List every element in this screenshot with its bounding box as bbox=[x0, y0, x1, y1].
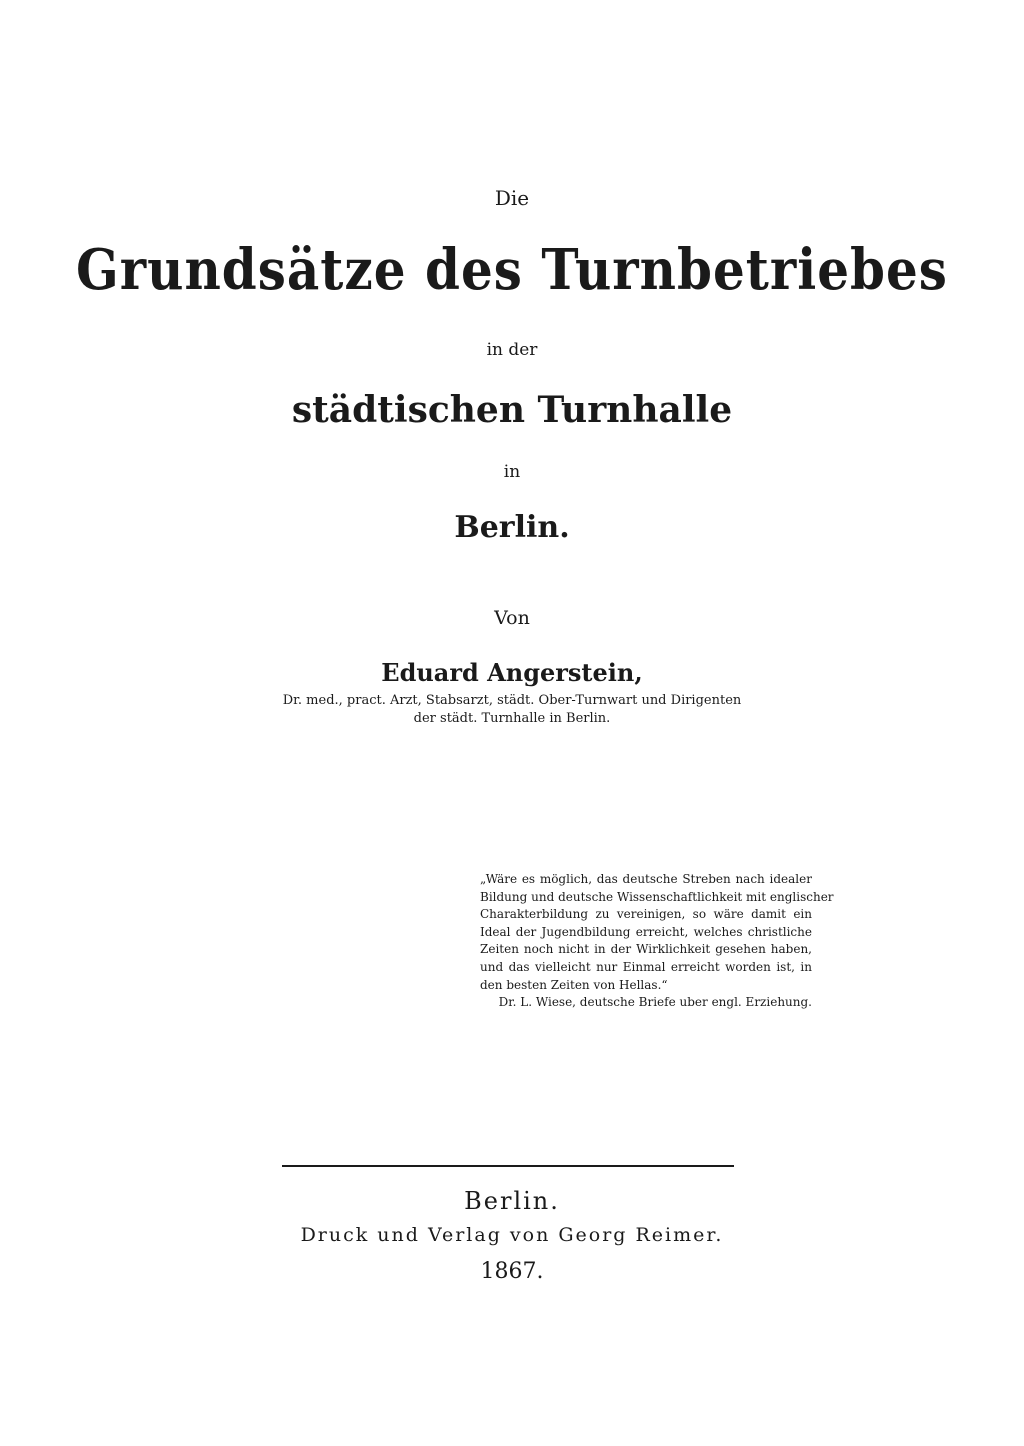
title-connector-in: in bbox=[503, 462, 521, 482]
epigraph-line: Charakterbildung zu vereinigen, so wäre damit ein bbox=[480, 907, 812, 922]
epigraph-source: Dr. L. Wiese, deutsche Briefe uber engl. Erziehung. bbox=[498, 995, 812, 1010]
imprint-city: Berlin. bbox=[464, 1187, 560, 1215]
subtitle: städtischen Turnhalle bbox=[291, 389, 733, 431]
title-connector-in-der: in der bbox=[486, 340, 538, 360]
pre-title: Die bbox=[494, 186, 530, 210]
imprint-divider bbox=[282, 1165, 734, 1167]
place-name: Berlin. bbox=[454, 510, 570, 545]
epigraph bbox=[480, 871, 834, 1012]
imprint-publisher: Druck und Verlag von Georg Reimer. bbox=[300, 1224, 724, 1246]
epigraph-line: Ideal der Jugendbildung erreicht, welches christliche bbox=[480, 924, 812, 939]
author-credentials-line-1: Dr. med., pract. Arzt, Stabsarzt, städt. Ober-Turnwart und Dirigenten bbox=[282, 693, 742, 708]
by-label: Von bbox=[494, 607, 530, 629]
epigraph-line: „Wäre es möglich, das deutsche Streben nach idealer bbox=[480, 872, 812, 886]
imprint-year: 1867. bbox=[480, 1259, 544, 1284]
author-credentials-line-2: der städt. Turnhalle in Berlin. bbox=[413, 711, 611, 726]
epigraph-line: Bildung und deutsche Wissenschaftlichkeit mit englischer bbox=[480, 889, 834, 904]
main-title: Grundsätze des Turnbetriebes bbox=[76, 236, 948, 303]
author-name: Eduard Angerstein, bbox=[381, 658, 643, 687]
epigraph-line: den besten Zeiten von Hellas.“ bbox=[480, 977, 668, 992]
epigraph-line: Zeiten noch nicht in der Wirklichkeit gesehen haben, bbox=[480, 942, 812, 957]
epigraph-line: und das vielleicht nur Einmal erreicht worden ist, in bbox=[480, 959, 812, 974]
